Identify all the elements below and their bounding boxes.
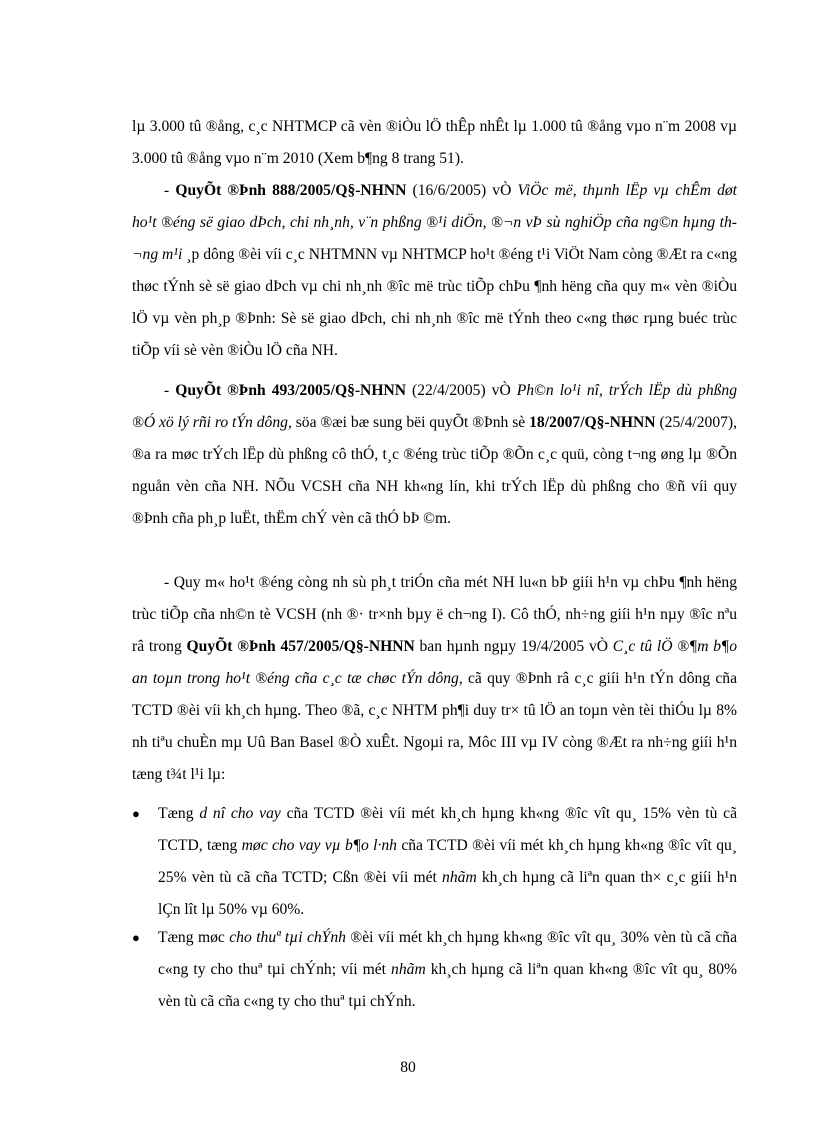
bullet2-text-b: ®èi víi mét kh¸ch hµng kh«ng ®îc vît qu¸ 30% vèn tù cã cña c«ng ty cho thuª tµi chÝnh; víi mét: [158, 929, 737, 978]
page-number: 80: [400, 1059, 416, 1076]
bullet1-italic-3: nhãm: [442, 869, 477, 886]
bullet2-italic-2: nhãm: [391, 961, 426, 978]
bullet1-text-c: cña TCTD ®èi víi mét kh¸ch hµng kh«ng ®îc vît qu¸ 25% vèn tù cã cña TCTD; Cßn ®èi víi mét: [158, 837, 737, 886]
bullet1-italic-2: møc cho vay vµ b¶o l·nh: [241, 837, 397, 854]
bullet2-italic-1: cho thuª tµi chÝnh: [229, 929, 346, 946]
decision-493-title: Ph©n lo¹i nî, trÝch lËp dù phßng ®Ó xö lý rñi ro tÝn dông,: [132, 382, 738, 431]
decision-457-intro: - Quy m« ho¹t ®éng còng nh sù ph¸t triÓn cña mét NH lu«n bÞ giíi h¹n vµ chÞu ¶nh hëng trùc tiÕp cña nh©n tè VCSH (nh ®· tr×nh bµy ë ch¬ng I). Cô thÓ, nh÷ng giíi h¹n nµy ®îc nªu râ trong: [132, 574, 737, 655]
decision-457-mid: ban hµnh ngµy 19/4/2005 vÒ: [414, 638, 613, 655]
decision-493-ref: QuyÕt ®Þnh 493/2005/Q§-NHNN: [175, 382, 406, 399]
dash: -: [164, 382, 176, 399]
paragraph-decision-493: [132, 375, 737, 535]
bullet2-text-c: kh¸ch hµng cã liªn quan kh«ng ®îc vît qu¸ 80% vèn tù cã cña c«ng ty cho thuª tµi chÝnh.: [158, 961, 737, 1010]
bullet1-text-d: kh¸ch hµng cã liªn quan th× c¸c giíi h¹n lÇn lît lµ 50% vµ 60%.: [158, 869, 737, 918]
paragraph-1-text: lµ 3.000 tû ®ång, c¸c NHTMCP cã vèn ®iÒu lÖ thÊp nhÊt lµ 1.000 tû ®ång vµo n¨m 2008 vµ 3.000 tû ®ång vµo n¨m 2010 (Xem b¶ng 8 trang 51).: [132, 118, 737, 167]
bullet1-italic-1: d nî cho vay: [199, 805, 281, 822]
bullet1-text-a: Tæng: [158, 805, 200, 822]
decision-493-date: (22/4/2005) vÒ: [405, 382, 517, 399]
decision-888-ref: QuyÕt ®Þnh 888/2005/Q§-NHNN: [175, 182, 407, 199]
bullet-icon: ●: [132, 930, 140, 945]
decision-457-ref: QuyÕt ®Þnh 457/2005/Q§-NHNN: [186, 638, 415, 655]
decision-888-title: ViÖc më, thµnh lËp vµ chÊm døt ho¹t ®éng së giao dÞch, chi nh¸nh, v¨n phßng ®¹i diÖn, ®¬n vÞ sù nghiÖp cña ng©n hµng th¬ng m¹i: [132, 182, 738, 263]
paragraph-decision-457: [132, 567, 737, 791]
bullet2-text-a: Tæng møc: [158, 929, 230, 946]
decision-493-body: (25/4/2007), ®a ra møc trÝch lËp dù phßng cô thÓ, t¸c ®éng trùc tiÕp ®Õn c¸c quü, còng t¬ng øng lµ ®Õn nguån vèn cña NH. NÕu VCSH cña NH kh«ng lín, khi trÝch lËp dù phßng cho ®ñ víi quy ®Þnh cña ph¸p luËt, thËm chÝ vèn cã thÓ bÞ ©m.: [132, 414, 738, 527]
decision-18-ref: 18/2007/Q§-NHNN: [529, 414, 656, 431]
decision-457-body: , cã quy ®Þnh râ c¸c giíi h¹n tÝn dông cña TCTD ®èi víi kh¸ch hµng. Theo ®ã, c¸c NHTM ph¶i duy tr× tû lÖ an toµn vèn tèi thiÓu lµ 8% nh tiªu chuÈn mµ Uû Ban Basel ®Ò xuÊt. Ngoµi ra, Môc III vµ IV còng ®Æt ra nh÷ng giíi h¹n tæng t¾t l¹i lµ:: [132, 670, 737, 783]
bullet1-text-b: cña TCTD ®èi víi mét kh¸ch hµng kh«ng ®îc vît qu¸ 15% vèn tù cã TCTD, tæng: [158, 805, 738, 854]
dash: -: [164, 182, 176, 199]
decision-888-date: (16/6/2005) vÒ: [406, 182, 518, 199]
bullet-item-2: [132, 922, 737, 1018]
decision-493-mid: söa ®æi bæ sung bëi quyÕt ®Þnh sè: [291, 414, 530, 431]
decision-457-title: C¸c tû lÖ ®¶m b¶o an toµn trong ho¹t ®éng cña c¸c tæ chøc tÝn dông: [132, 638, 737, 687]
bullet-item-1: [132, 798, 737, 926]
decision-888-body: ¸p dông ®èi víi c¸c NHTMNN vµ NHTMCP ho¹t ®éng t¹i ViÖt Nam còng ®Æt ra c«ng thøc tÝnh sè së giao dÞch vµ chi nh¸nh ®îc më trùc tiÕp chÞu ¶nh hëng cña quy m« vèn ®iÒu lÖ vµ vèn ph¸p ®Þnh: Sè së giao dÞch, chi nh¸nh ®îc më tÝnh theo c«ng thøc rµng buéc trùc tiÕp víi sè vèn ®iÒu lÖ cña NH.: [132, 246, 737, 359]
paragraph-decision-888: [132, 175, 737, 367]
paragraph-1: [132, 111, 737, 175]
bullet-icon: ●: [132, 806, 140, 821]
